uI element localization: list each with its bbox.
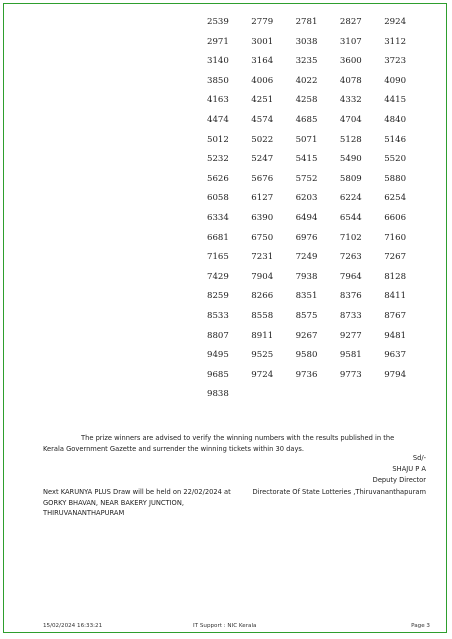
winning-number: 2781 (295, 17, 318, 27)
winning-number: 4685 (295, 114, 318, 125)
winning-number: 4022 (295, 75, 318, 86)
winning-number: 6681 (207, 232, 229, 243)
winning-number: 3850 (207, 75, 229, 86)
winning-number: 7904 (251, 271, 274, 282)
winning-number: 8351 (295, 291, 318, 302)
winning-number: 7964 (339, 271, 362, 282)
winning-number: 4574 (251, 114, 274, 125)
winning-number: 7160 (384, 232, 407, 243)
winning-number: 2827 (339, 17, 362, 27)
winning-number: 4332 (339, 95, 362, 106)
winning-number: 4704 (339, 114, 362, 125)
winning-number: 2924 (384, 17, 407, 27)
winning-number: 4006 (251, 75, 274, 86)
winning-number: 2971 (207, 36, 229, 47)
winning-number: 6334 (207, 212, 229, 223)
winning-number: 9773 (339, 369, 362, 380)
winning-number: 5809 (339, 173, 362, 184)
winning-number: 7429 (207, 271, 229, 282)
winning-number: 8575 (295, 310, 318, 321)
winning-number: 8733 (339, 310, 362, 321)
verification-notice: The prize winners are advised to verify the winning numbers with the results published in the Kerala Government Gazette and surrender the winning tickets within 30 days. (43, 434, 395, 453)
winning-numbers-grid (207, 16, 428, 408)
winning-number: 6058 (207, 193, 229, 204)
winning-number: 3038 (295, 36, 318, 47)
winning-number: 3235 (295, 56, 318, 67)
winning-number: 6203 (295, 193, 318, 204)
winning-number: 5676 (251, 173, 274, 184)
winning-number: 5146 (384, 134, 407, 145)
winning-number: 2779 (251, 17, 274, 27)
winning-number: 8807 (207, 330, 229, 341)
winning-number: 6976 (295, 232, 318, 243)
signatory-designation: Deputy Director (372, 476, 426, 484)
winning-number: 9481 (384, 330, 407, 341)
winning-number: 4078 (339, 75, 362, 86)
winning-number: 4090 (384, 75, 407, 86)
winning-number: 9277 (339, 330, 362, 341)
winning-number: 7938 (295, 271, 318, 282)
winning-number: 3164 (251, 56, 274, 67)
winning-number: 6254 (384, 193, 407, 204)
winning-number: 3140 (207, 56, 229, 67)
winning-number: 5247 (251, 154, 274, 165)
winning-number: 6544 (339, 212, 362, 223)
winning-number: 4840 (384, 114, 407, 125)
winning-number: 8558 (251, 310, 274, 321)
winning-number: 6494 (295, 212, 318, 223)
winning-number: 6127 (251, 193, 274, 204)
winning-number: 7102 (339, 232, 362, 243)
next-draw-info (43, 487, 253, 519)
winning-number: 8767 (384, 310, 407, 321)
winning-number: 5022 (251, 134, 274, 145)
winning-number: 2539 (207, 17, 229, 27)
winning-number: 3600 (339, 56, 362, 67)
winning-number: 5490 (339, 154, 362, 165)
winning-number: 4415 (384, 95, 407, 106)
winning-number: 3107 (339, 36, 362, 47)
winning-number: 4474 (207, 114, 229, 125)
winning-number: 9495 (207, 350, 229, 361)
winning-number: 8376 (339, 291, 362, 302)
winning-number: 9581 (339, 350, 362, 361)
winning-number: 8411 (384, 291, 407, 302)
next-draw-line-3: THIRUVANANTHAPURAM (43, 509, 125, 517)
winning-number: 5071 (295, 134, 318, 145)
winning-number: 9525 (251, 350, 274, 361)
winning-number: 8259 (207, 291, 229, 302)
winning-number: 6606 (384, 212, 407, 223)
next-draw-line-1: Next KARUNYA PLUS Draw will be held on 22/02/2024 at (43, 488, 231, 496)
winning-number: 8911 (251, 330, 274, 341)
winning-number: 7267 (384, 252, 407, 263)
winning-number: 7263 (339, 252, 362, 263)
winning-number: 9637 (384, 350, 407, 361)
signature-sd: Sd/- (412, 454, 426, 462)
winning-number: 4251 (251, 95, 274, 106)
winning-number: 5012 (207, 134, 229, 145)
winning-number: 4258 (295, 95, 318, 106)
winning-number: 6390 (251, 212, 274, 223)
winning-number: 5520 (384, 154, 407, 165)
winning-number: 6224 (339, 193, 362, 204)
footer-timestamp: 15/02/2024 16:33:21 (43, 623, 103, 629)
winning-number: 9736 (295, 369, 318, 380)
winning-number: 5880 (384, 173, 407, 184)
winning-number: 3112 (384, 36, 407, 47)
winning-number: 5752 (295, 173, 318, 184)
winning-number: 9267 (295, 330, 318, 341)
winning-number: 5232 (207, 154, 229, 165)
winning-number: 9685 (207, 369, 229, 380)
winning-number: 7165 (207, 252, 229, 263)
winning-number: 5626 (207, 173, 229, 184)
winning-number: 3001 (251, 36, 274, 47)
signatory-office: Directorate Of State Lotteries ,Thiruvananthapuram (252, 488, 426, 496)
winning-number: 9838 (207, 389, 229, 400)
winning-number: 8533 (207, 310, 229, 321)
winning-number: 4163 (207, 95, 229, 106)
signatory-name: SHAJU P A (392, 465, 426, 473)
footer-page-number: Page 3 (411, 623, 430, 629)
footer-it-support: IT Support : NIC Kerala (193, 623, 257, 629)
winning-number: 7249 (295, 252, 318, 263)
winning-number: 9724 (251, 369, 274, 380)
winning-number: 5128 (339, 134, 362, 145)
next-draw-line-2: GORKY BHAVAN, NEAR BAKERY JUNCTION, (43, 498, 184, 507)
winning-number: 3723 (384, 56, 407, 67)
winning-number: 9794 (384, 369, 407, 380)
winning-number: 9580 (295, 350, 318, 361)
winning-number: 7231 (251, 252, 274, 263)
winning-number: 6750 (251, 232, 274, 243)
winning-number: 8266 (251, 291, 274, 302)
winning-number: 8128 (384, 271, 407, 282)
winning-number: 5415 (295, 154, 318, 165)
